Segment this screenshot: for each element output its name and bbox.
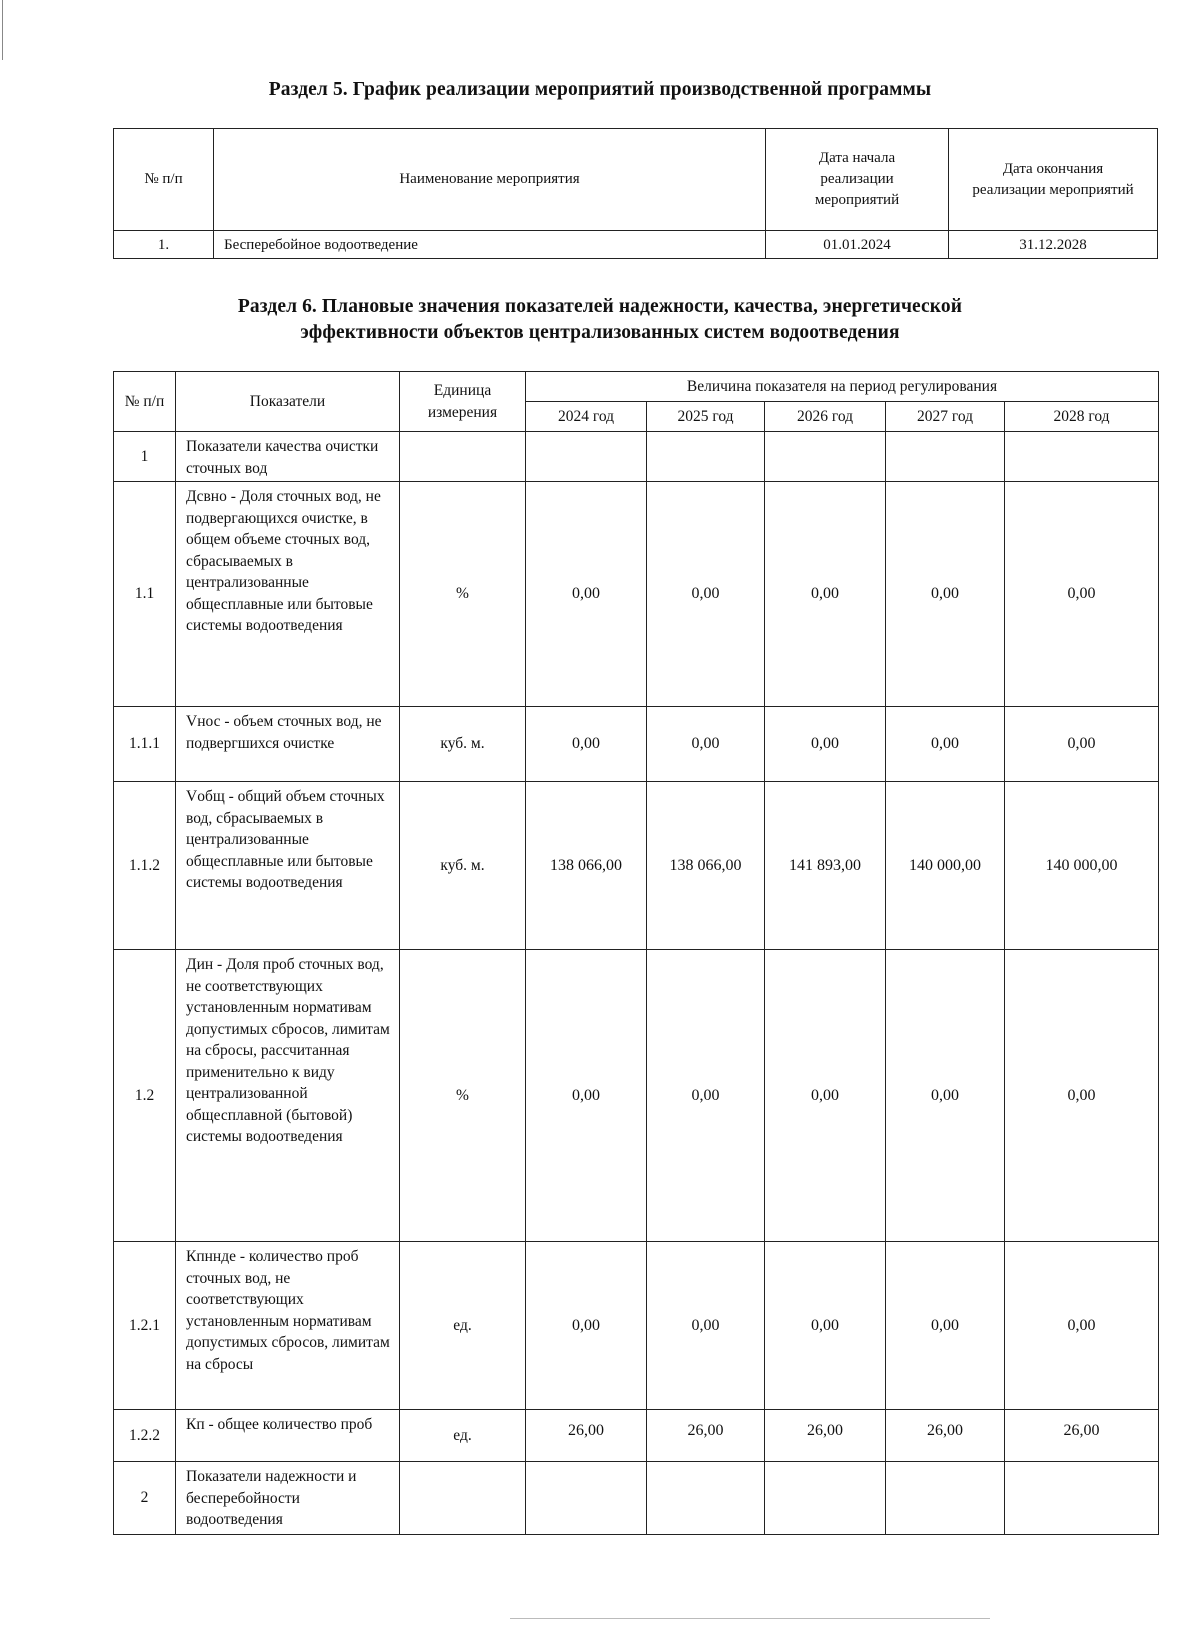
row-unit: куб. м. [400, 707, 526, 782]
schedule-row [114, 231, 1158, 259]
table-row [114, 482, 1159, 707]
page-edge-mark [2, 0, 3, 60]
row-value-2024: 0,00 [526, 1242, 647, 1410]
table-row [114, 950, 1159, 1242]
header-name: Наименование мероприятия [214, 129, 766, 231]
table-row [114, 707, 1159, 782]
row-num: 1.2 [114, 950, 176, 1242]
header-unit: Единица измерения [400, 372, 526, 432]
row-name: Кпннде - количество проб сточных вод, не соответствующих установленным нормативам допустимых сбросов, лимитам на сбросы [176, 1242, 400, 1410]
schedule-header-row [114, 129, 1158, 231]
cell-end-date: 31.12.2028 [949, 231, 1158, 259]
header-year-2026: 2026 год [765, 402, 886, 432]
row-value-2024: 26,00 [526, 1410, 647, 1462]
row-value-2027: 0,00 [886, 482, 1005, 707]
row-num: 1.2.1 [114, 1242, 176, 1410]
row-value-2026 [765, 1462, 886, 1535]
row-value-2028 [1005, 432, 1159, 482]
row-num: 2 [114, 1462, 176, 1535]
table-row [114, 1462, 1159, 1535]
section6-title-line1: Раздел 6. Плановые значения показателей надежности, качества, энергетической [237, 296, 963, 317]
row-value-2028: 0,00 [1005, 950, 1159, 1242]
row-unit [400, 432, 526, 482]
row-value-2026: 141 893,00 [765, 782, 886, 950]
row-num: 1 [114, 432, 176, 482]
row-value-2027: 0,00 [886, 950, 1005, 1242]
header-num: № п/п [114, 372, 176, 432]
row-name: Дсвно - Доля сточных вод, не подвергающихся очистке, в общем объеме сточных вод, сбрасываемых в централизованные общесплавные или бытовые системы водоотведения [176, 482, 400, 707]
header-year-2028: 2028 год [1005, 402, 1159, 432]
indicators-table [113, 371, 1159, 1535]
row-value-2027 [886, 432, 1005, 482]
row-value-2025: 0,00 [647, 950, 765, 1242]
row-value-2028: 26,00 [1005, 1410, 1159, 1462]
row-unit: ед. [400, 1410, 526, 1462]
row-num: 1.1 [114, 482, 176, 707]
row-value-2028 [1005, 1462, 1159, 1535]
section6-title-line2: эффективности объектов централизованных систем водоотведения [300, 322, 900, 343]
header-start-date: Дата начала реализации мероприятий [766, 129, 949, 231]
row-value-2026: 0,00 [765, 707, 886, 782]
section5-title: Раздел 5. График реализации мероприятий производственной программы [268, 79, 932, 100]
cell-name: Бесперебойное водоотведение [214, 231, 766, 259]
row-value-2028: 0,00 [1005, 482, 1159, 707]
row-value-2024: 0,00 [526, 707, 647, 782]
row-value-2028: 140 000,00 [1005, 782, 1159, 950]
row-unit: % [400, 482, 526, 707]
table-row [114, 1242, 1159, 1410]
header-year-2024: 2024 год [526, 402, 647, 432]
row-value-2025: 0,00 [647, 482, 765, 707]
cell-num: 1. [114, 231, 214, 259]
row-name: Кп - общее количество проб [176, 1410, 400, 1462]
cell-start-date: 01.01.2024 [766, 231, 949, 259]
row-value-2026: 0,00 [765, 950, 886, 1242]
row-value-2026 [765, 432, 886, 482]
row-value-2025 [647, 432, 765, 482]
row-value-2026: 26,00 [765, 1410, 886, 1462]
row-value-2024: 138 066,00 [526, 782, 647, 950]
header-num: № п/п [114, 129, 214, 231]
row-value-2028: 0,00 [1005, 1242, 1159, 1410]
row-value-2024 [526, 432, 647, 482]
row-name: Vнос - объем сточных вод, не подвергшихся очистке [176, 707, 400, 782]
row-value-2027: 0,00 [886, 707, 1005, 782]
row-value-2025 [647, 1462, 765, 1535]
header-year-2025: 2025 год [647, 402, 765, 432]
schedule-table [113, 128, 1158, 259]
row-value-2025: 26,00 [647, 1410, 765, 1462]
row-value-2026: 0,00 [765, 482, 886, 707]
row-value-2027: 0,00 [886, 1242, 1005, 1410]
row-value-2027 [886, 1462, 1005, 1535]
row-unit [400, 1462, 526, 1535]
row-value-2027: 26,00 [886, 1410, 1005, 1462]
row-name: Vобщ - общий объем сточных вод, сбрасываемых в централизованные общесплавные или бытовые системы водоотведения [176, 782, 400, 950]
header-period: Величина показателя на период регулирования [526, 372, 1159, 402]
row-num: 1.1.1 [114, 707, 176, 782]
row-value-2027: 140 000,00 [886, 782, 1005, 950]
row-value-2025: 0,00 [647, 707, 765, 782]
row-name: Показатели надежности и бесперебойности водоотведения [176, 1462, 400, 1535]
header-year-2027: 2027 год [886, 402, 1005, 432]
row-value-2024 [526, 1462, 647, 1535]
indicators-header-row-1 [114, 372, 1159, 402]
header-end-date: Дата окончания реализации мероприятий [949, 129, 1158, 231]
row-num: 1.1.2 [114, 782, 176, 950]
row-value-2026: 0,00 [765, 1242, 886, 1410]
row-value-2025: 138 066,00 [647, 782, 765, 950]
row-unit: ед. [400, 1242, 526, 1410]
table-row [114, 782, 1159, 950]
row-value-2024: 0,00 [526, 950, 647, 1242]
footer-divider [510, 1618, 990, 1619]
row-name: Показатели качества очистки сточных вод [176, 432, 400, 482]
row-value-2024: 0,00 [526, 482, 647, 707]
header-indicators: Показатели [176, 372, 400, 432]
table-row [114, 1410, 1159, 1462]
row-value-2028: 0,00 [1005, 707, 1159, 782]
row-value-2025: 0,00 [647, 1242, 765, 1410]
row-unit: куб. м. [400, 782, 526, 950]
row-num: 1.2.2 [114, 1410, 176, 1462]
row-unit: % [400, 950, 526, 1242]
row-name: Дин - Доля проб сточных вод, не соответствующих установленным нормативам допустимых сбросов, лимитам на сбросы, рассчитанная применительно к виду централизованной общесплавной (бытовой) системы водоотведения [176, 950, 400, 1242]
table-row [114, 432, 1159, 482]
